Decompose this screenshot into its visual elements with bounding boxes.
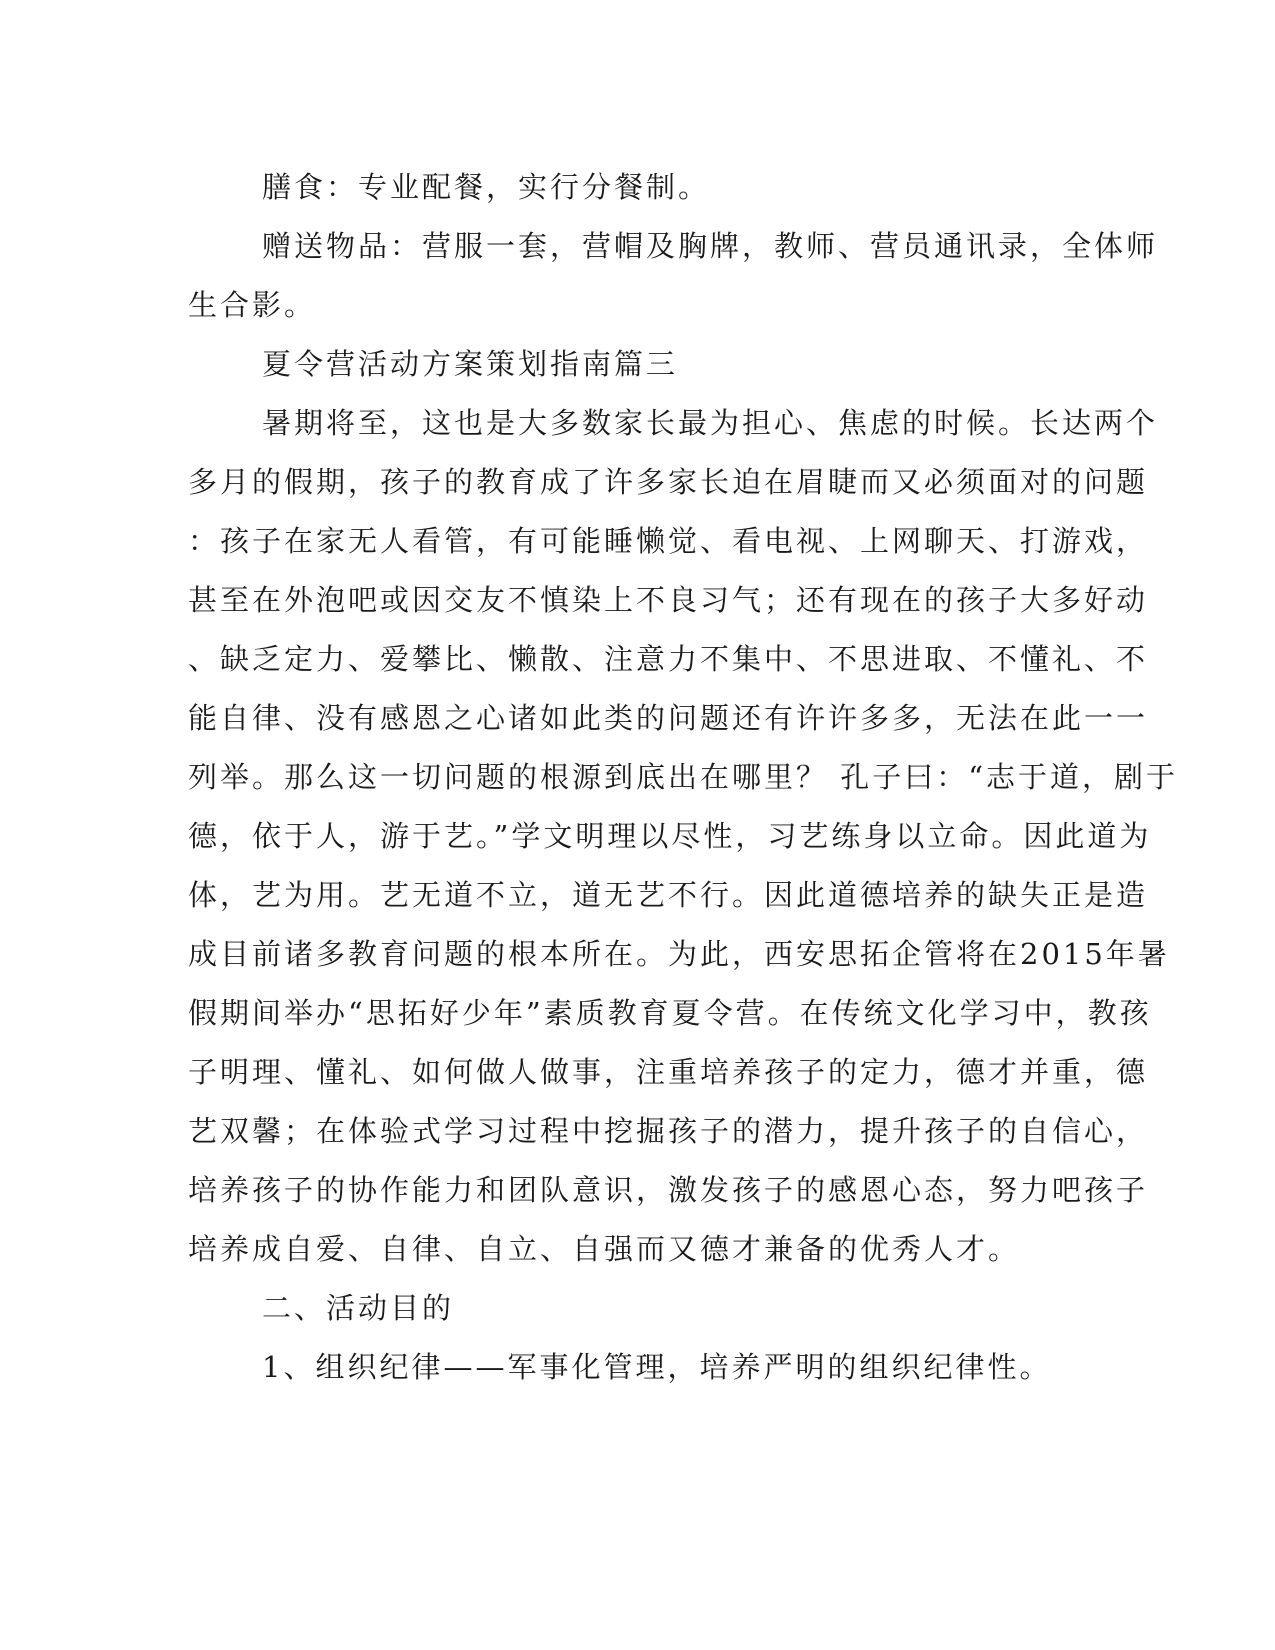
- paragraph-intro-line-1: 暑期将至，这也是大多数家长最为担心、焦虑的时候。长达两个: [262, 406, 1159, 440]
- paragraph-intro-line-9: 体，艺为用。艺无道不立，道无艺不行。因此道德培养的缺失正是造: [188, 878, 1149, 912]
- paragraph-intro-line-13: 艺双馨；在体验式学习过程中挖掘孩子的潜力，提升孩子的自信心，: [188, 1114, 1149, 1148]
- document-body: [188, 158, 1179, 1397]
- paragraph-intro-line-3: ：孩子在家无人看管，有可能睡懒觉、看电视、上网聊天、打游戏，: [188, 524, 1149, 558]
- section-title-part-three: 夏令营活动方案策划指南篇三: [262, 347, 679, 381]
- paragraph-intro-line-14: 培养孩子的协作能力和团队意识，激发孩子的感恩心态，努力吧孩子: [188, 1173, 1149, 1207]
- paragraph-intro-line-15: 培养成自爱、自律、自立、自强而又德才兼备的优秀人才。: [188, 1232, 1021, 1266]
- paragraph-intro-line-6: 能自律、没有感恩之心诸如此类的问题还有许许多多，无法在此一一: [188, 701, 1149, 735]
- section-heading-goals: 二、活动目的: [262, 1291, 455, 1325]
- paragraph-gifts-line-1: 赠送物品：营服一套，营帽及胸牌，教师、营员通讯录，全体师: [262, 229, 1159, 263]
- paragraph-meals: 膳食：专业配餐，实行分餐制。: [262, 170, 711, 204]
- paragraph-gifts-line-2: 生合影。: [188, 288, 317, 322]
- paragraph-intro-line-2: 多月的假期，孩子的教育成了许多家长迫在眉睫而又必须面对的问题: [188, 465, 1149, 499]
- paragraph-intro-line-4: 甚至在外泡吧或因交友不慎染上不良习气；还有现在的孩子大多好动: [188, 583, 1149, 617]
- paragraph-intro-line-10: 成目前诸多教育问题的根本所在。为此，西安思拓企管将在2015年暑: [188, 937, 1170, 971]
- paragraph-intro-line-12: 子明理、懂礼、如何做人做事，注重培养孩子的定力，德才并重，德: [188, 1055, 1149, 1089]
- paragraph-intro-line-5: 、缺乏定力、爱攀比、懒散、注意力不集中、不思进取、不懂礼、不: [188, 642, 1149, 676]
- paragraph-intro-line-11: 假期间举办“思拓好少年”素质教育夏令营。在传统文化学习中，教孩: [188, 996, 1152, 1030]
- paragraph-intro-line-8: 德，依于人，游于艺。”学文明理以尽性，习艺练身以立命。因此道为: [188, 819, 1152, 853]
- paragraph-intro-line-7: 列举。那么这一切问题的根源到底出在哪里？ 孔子曰：“志于道，剧于: [188, 760, 1179, 794]
- list-item-discipline: 1、组织纪律——军事化管理，培养严明的组织纪律性。: [262, 1350, 1052, 1384]
